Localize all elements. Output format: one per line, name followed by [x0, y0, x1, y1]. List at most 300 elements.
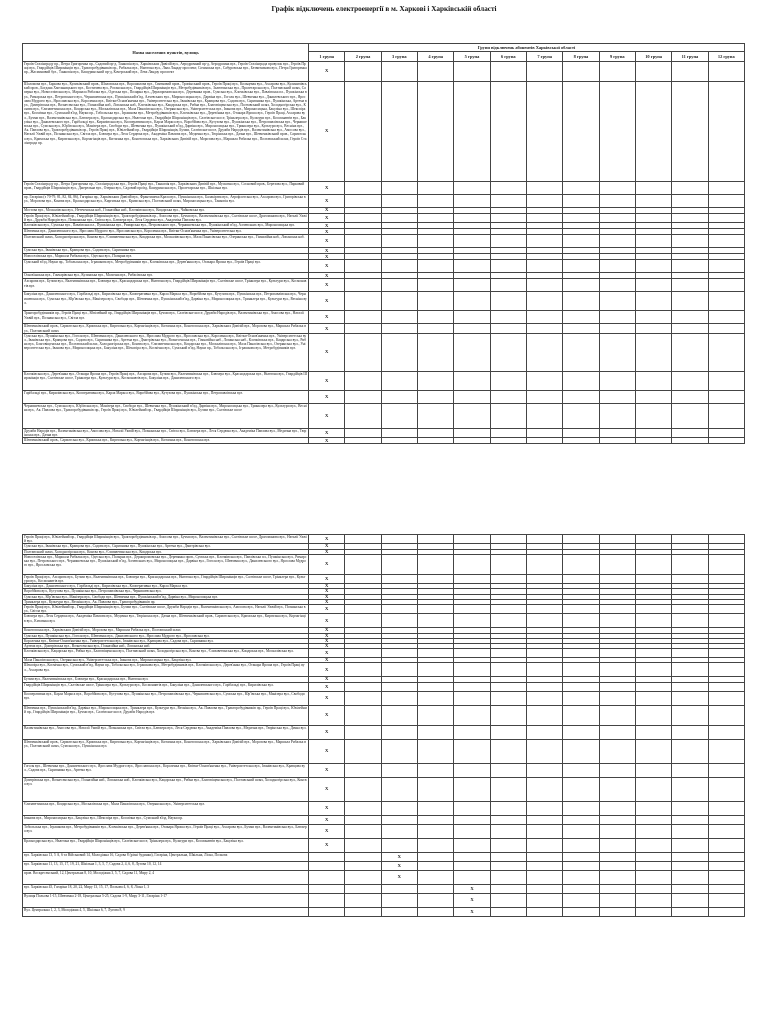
table-row [23, 691, 745, 705]
table-row [23, 815, 745, 824]
group-cell-7 [526, 893, 562, 907]
group-header-2: 2 група [345, 52, 381, 62]
group-cell-9 [599, 907, 635, 916]
group-cell-11 [672, 182, 708, 195]
group-cell-9 [599, 824, 635, 838]
group-cell-11 [672, 893, 708, 907]
group-cell-9 [599, 574, 635, 583]
group-cell-9 [599, 763, 635, 777]
group-cell-10 [635, 649, 671, 658]
group-cell-11 [672, 214, 708, 223]
group-cell-7 [526, 763, 562, 777]
group-cell-1: X [309, 589, 345, 594]
group-cell-3 [381, 260, 417, 273]
table-row [23, 861, 745, 870]
group-cell-4 [417, 235, 453, 248]
address-cell: Сумська вул., Пушкінська вул., Гоголя вул., Шевченка вул., Данилевського вул., Ярослава Мудрого вул., Ярославська вул., Короленка вул., Квітки-Основ'яненка вул., Університетська вул., Іванівська вул., Кравцова вул., Садова вул., Скрипника вул., Артема вул., Дмитрівська вул., Вознесенська вул., Гімназійна наб., Лопанська наб., Клочківська вул., Кацарська вул., Рибна вул., Благовіщенська вул., Полтавський шлях, Холодногірська вул., Конєва вул., Єлизаветинська вул., Коцарська вул., Москалівська вул., Мала Панасівська вул., Озерянська вул., Університетська вул., Іванова вул., Мироносицька вул., Бакуліна вул., Шекспіра вул., Космічна вул., Сумський в'їзд, Науки пр., Тобольська вул., Іграшкова вул., Метробудівників вул. [23, 333, 309, 371]
group-cell-8 [563, 852, 599, 861]
table-row [23, 403, 745, 428]
group-cell-6 [490, 838, 526, 852]
table-row [23, 870, 745, 884]
group-cell-1: X [309, 333, 345, 371]
group-cell-1: X [309, 763, 345, 777]
group-cell-12 [708, 62, 744, 82]
group-cell-9 [599, 82, 635, 182]
address-cell: Валентинівська вул., Амосова вул., Наталії Ужвій вул., Познанська вул., Світла вул., Блюхера вул., Леся Сердюка вул., Академіка Павлова вул., Медична вул., Тюрінська вул., Дачна вул. [23, 725, 309, 739]
group-cell-6 [490, 815, 526, 824]
group-cell-11 [672, 554, 708, 574]
group-cell-1: X [309, 311, 345, 324]
group-cell-1: X [309, 691, 345, 705]
group-cell-5 [454, 279, 490, 292]
group-header-11: 11 група [672, 52, 708, 62]
address-cell: Сумська вул., Іванівська вул., Кравцова вул., Садова вул., Скрипника вул. [23, 248, 309, 254]
group-cell-1: X [309, 658, 345, 663]
group-header-6: 6 група [490, 52, 526, 62]
group-cell-5 [454, 824, 490, 838]
group-cell-9 [599, 279, 635, 292]
group-cell-5 [454, 763, 490, 777]
group-cell-9 [599, 605, 635, 614]
address-cell: Гарібальді вул., Кирилівська вул., Кооперативна вул., Карла Маркса вул., Воробйова вул., Кутузова вул., Пушкінська вул., Петропавлівська вул. [23, 390, 309, 403]
address-cell: Шевченківський пров., Сарматська вул., Кримська вул., Киргизька вул., Корчагінців вул., Китаєнка вул., Конотопська вул. [23, 438, 309, 444]
table-row [23, 838, 745, 852]
group-cell-1: X [309, 273, 345, 279]
group-cell-7 [526, 62, 562, 82]
schedule-table-lower [22, 534, 745, 917]
group-cell-2 [345, 852, 381, 861]
group-cell-9 [599, 739, 635, 763]
group-cell-9 [599, 682, 635, 691]
group-cell-10 [635, 371, 671, 390]
group-cell-6 [490, 907, 526, 916]
group-cell-2 [345, 691, 381, 705]
group-cell-11 [672, 824, 708, 838]
group-cell-11 [672, 691, 708, 705]
group-cell-4 [417, 535, 453, 544]
group-cell-10 [635, 815, 671, 824]
group-cell-3 [381, 554, 417, 574]
group-cell-1: X [309, 292, 345, 311]
group-cell-5 [454, 705, 490, 725]
group-cell-3 [381, 535, 417, 544]
group-cell-5 [454, 62, 490, 82]
group-cell-5 [454, 195, 490, 208]
group-cell-2 [345, 403, 381, 428]
group-cell-5 [454, 324, 490, 333]
group-cell-2 [345, 292, 381, 311]
group-cell-11 [672, 390, 708, 403]
group-cell-8 [563, 907, 599, 916]
group-cell-9 [599, 725, 635, 739]
group-cell-6 [490, 279, 526, 292]
table-row [23, 907, 745, 916]
group-cell-12 [708, 182, 744, 195]
group-cell-9 [599, 260, 635, 273]
group-cell-5 [454, 260, 490, 273]
group-cell-1: X [309, 182, 345, 195]
group-cell-2 [345, 260, 381, 273]
group-cell-8 [563, 739, 599, 763]
group-cell-7 [526, 838, 562, 852]
group-cell-5 [454, 801, 490, 815]
group-cell-6 [490, 824, 526, 838]
group-cell-3 [381, 691, 417, 705]
group-cell-6 [490, 182, 526, 195]
table-row [23, 852, 745, 861]
group-cell-11 [672, 235, 708, 248]
group-cell-7 [526, 861, 562, 870]
group-header-10: 10 група [635, 52, 671, 62]
group-cell-2 [345, 663, 381, 677]
group-cell-10 [635, 182, 671, 195]
group-cell-8 [563, 333, 599, 371]
address-cell: Героїв Сталінграду пр., Петра Григоренка пр., Садовий пр-д, Танкопія вул., Харківських Дивізій вул., Аеродромний пр-д, Аеродромна вул., Героїв Сталінграда провулок вул., Героїв Праці вул., Гвардійців Широнінців вул., Тракторобудівників пр., Рибалка вул., Ньютона вул., Льва Ландау проспект, Сочинська вул., Сабуровська вул., Безвитязкова вул., Петра Григоренка пр., Жасминовий бул., Танкопія вул., Кашуринський пр-д, Кочерський вул., Лева Ландау проспект [23, 62, 309, 82]
group-cell-9 [599, 371, 635, 390]
group-cell-12 [708, 235, 744, 248]
group-cell-1: X [309, 208, 345, 214]
group-cell-4 [417, 884, 453, 893]
group-cell-1 [309, 893, 345, 907]
group-cell-1: X [309, 677, 345, 682]
group-cell-6 [490, 438, 526, 444]
page-gap [0, 490, 768, 534]
group-cell-1: X [309, 62, 345, 82]
group-cell-8 [563, 182, 599, 195]
group-cell-3 [381, 292, 417, 311]
group-cell-6 [490, 554, 526, 574]
group-cell-10 [635, 725, 671, 739]
group-cell-8 [563, 705, 599, 725]
table-row [23, 195, 745, 208]
group-cell-12 [708, 739, 744, 763]
group-cell-2 [345, 333, 381, 371]
group-cell-12 [708, 893, 744, 907]
address-cell: Блюхера вул., Леся Сердюка вул., Академіка Павлова вул., Медична вул., Тюрінська вул., Дачна вул., Шевченківський пров., Сарматська вул., Кримська вул., Киргизька вул., Корчагінців вул., Китаєнка вул. [23, 614, 309, 628]
group-cell-11 [672, 884, 708, 893]
group-cell-1: X [309, 638, 345, 643]
table-row [23, 279, 745, 292]
group-cell-2 [345, 739, 381, 763]
group-cell-7 [526, 705, 562, 725]
group-cell-12 [708, 260, 744, 273]
group-cell-7 [526, 777, 562, 801]
group-cell-7 [526, 884, 562, 893]
group-cell-3: X [381, 852, 417, 861]
group-cell-8 [563, 260, 599, 273]
group-cell-2 [345, 614, 381, 628]
group-cell-10 [635, 893, 671, 907]
group-cell-1: X [309, 324, 345, 333]
group-cell-5 [454, 663, 490, 677]
group-cell-10 [635, 390, 671, 403]
table-header-row [23, 44, 745, 52]
group-cell-6 [490, 763, 526, 777]
address-cell: Короленка вул., Квітки-Основ'яненка вул., Університетська вул., Іванівська вул., Кравцова вул., Садова вул., Скрипника вул. [23, 638, 309, 643]
group-cell-10 [635, 763, 671, 777]
address-cell: Артема вул., Дмитрівська вул., Вознесенська вул., Гімназійна наб., Лопанська наб. [23, 644, 309, 649]
group-cell-10 [635, 403, 671, 428]
group-cell-1: X [309, 371, 345, 390]
group-cell-11 [672, 62, 708, 82]
address-cell: Бучми вул., Валентинівська вул., Блюхера вул., Краснодарська вул., Ньютона вул. [23, 677, 309, 682]
group-cell-2 [345, 893, 381, 907]
group-cell-10 [635, 777, 671, 801]
group-cell-6 [490, 605, 526, 614]
group-cell-2 [345, 279, 381, 292]
group-cell-8 [563, 554, 599, 574]
address-cell: Вул. Центральна 1, 2, 3, Молодіжна 4, 5, Шкільна 6, 7, Лугова 8, 9 [23, 907, 309, 916]
group-cell-5: X [454, 893, 490, 907]
group-cell-7 [526, 824, 562, 838]
group-cell-1: X [309, 649, 345, 658]
group-cell-1: X [309, 574, 345, 583]
group-cell-10 [635, 438, 671, 444]
group-cell-3 [381, 815, 417, 824]
group-header-3: 3 група [381, 52, 417, 62]
group-cell-7 [526, 403, 562, 428]
group-cell-10 [635, 333, 671, 371]
group-cell-8 [563, 371, 599, 390]
table-row [23, 260, 745, 273]
group-cell-11 [672, 739, 708, 763]
group-cell-1: X [309, 628, 345, 633]
group-cell-1: X [309, 584, 345, 589]
group-cell-10 [635, 605, 671, 614]
table-row [23, 428, 745, 437]
group-cell-11 [672, 838, 708, 852]
group-cell-12 [708, 311, 744, 324]
group-cell-5: X [454, 884, 490, 893]
table-row [23, 182, 745, 195]
group-cell-11 [672, 614, 708, 628]
group-cell-5 [454, 235, 490, 248]
group-cell-7 [526, 870, 562, 884]
group-cell-7 [526, 574, 562, 583]
group-cell-10 [635, 554, 671, 574]
group-cell-9 [599, 214, 635, 223]
group-cell-2 [345, 705, 381, 725]
group-cell-2 [345, 649, 381, 658]
table-row [23, 554, 745, 574]
group-cell-4 [417, 861, 453, 870]
group-cell-5 [454, 371, 490, 390]
group-cell-1: X [309, 633, 345, 638]
address-cell: Воробйова вул., Кутузова вул., Пушкінська вул., Петропавлівська вул., Чернишевська вул. [23, 589, 309, 594]
address-cell: вул. Харківська 11, 13, 15, 17, 19, 21, Шкільна 1, 3, 5, 7, Садова 2, 4, 6, 8, Лугова 10, 12, 14 [23, 861, 309, 870]
group-cell-7 [526, 907, 562, 916]
table-row [23, 739, 745, 763]
group-cell-11 [672, 438, 708, 444]
group-cell-1: X [309, 815, 345, 824]
group-cell-11 [672, 815, 708, 824]
group-cell-2 [345, 907, 381, 916]
group-cell-6 [490, 870, 526, 884]
group-cell-1: X [309, 599, 345, 604]
group-cell-9 [599, 554, 635, 574]
address-cell: Основ'янська вул., Гончарівська вул., Кузинська вул., Молочна вул., Рибасівська вул. [23, 273, 309, 279]
group-cell-12 [708, 82, 744, 182]
group-cell-12 [708, 438, 744, 444]
group-cell-5 [454, 390, 490, 403]
group-cell-2 [345, 235, 381, 248]
group-cell-4 [417, 893, 453, 907]
table-row [23, 884, 745, 893]
address-cell: Мала Панасівська вул., Озерянська вул., Університетська вул., Іванова вул., Мироносицька вул., Бакуліна вул. [23, 658, 309, 663]
table-row [23, 214, 745, 223]
group-cell-1: X [309, 549, 345, 554]
group-cell-4 [417, 838, 453, 852]
group-cell-11 [672, 82, 708, 182]
group-cell-5 [454, 403, 490, 428]
group-cell-6 [490, 649, 526, 658]
group-cell-6 [490, 574, 526, 583]
group-cell-4 [417, 311, 453, 324]
group-cell-11 [672, 777, 708, 801]
group-cell-8 [563, 324, 599, 333]
address-cell: Гвардійців Широнінців вул., Салтівське шосе, Трінклера вул., Культури вул., Космонавтів вул., Бакуліна вул., Данилевського вул., Гарібальді вул., Кирилівська вул. [23, 682, 309, 691]
group-cell-8 [563, 691, 599, 705]
group-cell-5 [454, 311, 490, 324]
group-cell-5 [454, 614, 490, 628]
group-cell-10 [635, 907, 671, 916]
group-cell-11 [672, 725, 708, 739]
group-cell-12 [708, 614, 744, 628]
group-cell-4 [417, 428, 453, 437]
group-cell-7 [526, 260, 562, 273]
group-cell-7 [526, 535, 562, 544]
group-cell-10 [635, 691, 671, 705]
group-cell-4 [417, 682, 453, 691]
group-cell-6 [490, 725, 526, 739]
group-cell-7 [526, 438, 562, 444]
group-cell-5 [454, 870, 490, 884]
group-cell-10 [635, 62, 671, 82]
group-cell-4 [417, 725, 453, 739]
group-cell-1: X [309, 535, 345, 544]
table-row [23, 763, 745, 777]
group-cell-4 [417, 371, 453, 390]
group-cell-3 [381, 182, 417, 195]
table-row [23, 824, 745, 838]
group-cell-6 [490, 311, 526, 324]
group-cell-8 [563, 682, 599, 691]
group-cell-10 [635, 852, 671, 861]
group-cell-6 [490, 390, 526, 403]
group-cell-11 [672, 870, 708, 884]
address-cell: Ахсарова вул., Бучми вул., Валентинівська вул., Блюхера вул., Краснодарська вул., Ньютона вул., Гвардійців Широнінців вул., Салтівське шосе, Трінклера вул., Культури вул., Космонавтів вул. [23, 279, 309, 292]
group-cell-7 [526, 663, 562, 677]
group-cell-2 [345, 311, 381, 324]
group-cell-10 [635, 535, 671, 544]
address-cell: Сумська вул., Іванівська вул., Кравцова вул., Садова вул., Скрипника вул., Пушкінська вул., Артема вул., Дмитрівська вул. [23, 544, 309, 549]
group-cell-6 [490, 852, 526, 861]
table-row [23, 82, 745, 182]
group-header-7: 7 група [526, 52, 562, 62]
group-cell-12 [708, 605, 744, 614]
group-cell-8 [563, 649, 599, 658]
group-cell-11 [672, 292, 708, 311]
group-cell-2 [345, 777, 381, 801]
group-cell-10 [635, 824, 671, 838]
group-cell-5 [454, 777, 490, 801]
group-cell-12 [708, 763, 744, 777]
group-cell-7 [526, 195, 562, 208]
group-cell-11 [672, 682, 708, 691]
table-row [23, 682, 745, 691]
group-cell-7 [526, 390, 562, 403]
group-cell-9 [599, 324, 635, 333]
group-cell-10 [635, 614, 671, 628]
group-cell-12 [708, 554, 744, 574]
table-row [23, 292, 745, 311]
table-row [23, 333, 745, 371]
group-cell-1 [309, 861, 345, 870]
group-cell-1: X [309, 644, 345, 649]
group-cell-1: X [309, 248, 345, 254]
group-cell-10 [635, 279, 671, 292]
group-cell-6 [490, 893, 526, 907]
group-cell-4 [417, 705, 453, 725]
group-cell-6 [490, 691, 526, 705]
group-cell-1: X [309, 705, 345, 725]
address-cell: Бакуліна вул., Данилевського вул., Гарібальді вул., Кирилівська вул., Кооперативна вул., Карла Маркса вул. [23, 584, 309, 589]
group-cell-6 [490, 214, 526, 223]
group-cell-5 [454, 333, 490, 371]
group-cell-7 [526, 614, 562, 628]
group-cell-1: X [309, 614, 345, 628]
table-row [23, 235, 745, 248]
group-cell-9 [599, 649, 635, 658]
group-cell-10 [635, 324, 671, 333]
group-cell-7 [526, 82, 562, 182]
schedule-table-upper [22, 43, 745, 444]
group-cell-11 [672, 428, 708, 437]
group-cell-4 [417, 403, 453, 428]
group-cell-4 [417, 333, 453, 371]
group-cell-4 [417, 763, 453, 777]
group-cell-12 [708, 725, 744, 739]
group-cell-5 [454, 438, 490, 444]
group-cell-4 [417, 438, 453, 444]
group-cell-1: X [309, 403, 345, 428]
group-cell-12 [708, 214, 744, 223]
group-cell-5 [454, 574, 490, 583]
group-cell-9 [599, 861, 635, 870]
group-cell-5 [454, 605, 490, 614]
group-cell-7 [526, 182, 562, 195]
group-cell-7 [526, 428, 562, 437]
group-cell-8 [563, 884, 599, 893]
address-cell: Дружби Народів вул., Валентинівська вул., Амосова вул., Наталії Ужвій вул., Познанська вул., Світла вул., Блюхера вул., Леся Сердюка вул., Академіка Павлова вул., Медична вул., Тюрінська вул., Дачна вул. [23, 428, 309, 437]
group-cell-5 [454, 82, 490, 182]
group-cell-1 [309, 907, 345, 916]
group-cell-8 [563, 235, 599, 248]
group-cell-4 [417, 554, 453, 574]
address-cell: Мостова вул., Москалівська вул., Нетеченська наб., Гімназійна наб., Клочківська вул., Коцарська вул., Чайковська вул. [23, 208, 309, 214]
group-cell-10 [635, 705, 671, 725]
group-cell-4 [417, 907, 453, 916]
group-cell-1: X [309, 254, 345, 260]
group-cell-8 [563, 195, 599, 208]
group-cell-10 [635, 884, 671, 893]
group-cell-5 [454, 815, 490, 824]
address-cell: Клочківська вул., Дерев'янка вул., Отакара Яроша вул., Героїв Праці вул., Ахсарова вул., Бучми вул., Валентинівська вул., Блюхера вул., Краснодарська вул., Ньютона вул., Гвардійців Широнінців вул., Салтівське шосе, Трінклера вул., Культури вул., Космонавтів вул., Бакуліна вул., Данилевського вул. [23, 371, 309, 390]
group-cell-1: X [309, 801, 345, 815]
group-cell-4 [417, 195, 453, 208]
group-cell-8 [563, 824, 599, 838]
group-cell-8 [563, 725, 599, 739]
